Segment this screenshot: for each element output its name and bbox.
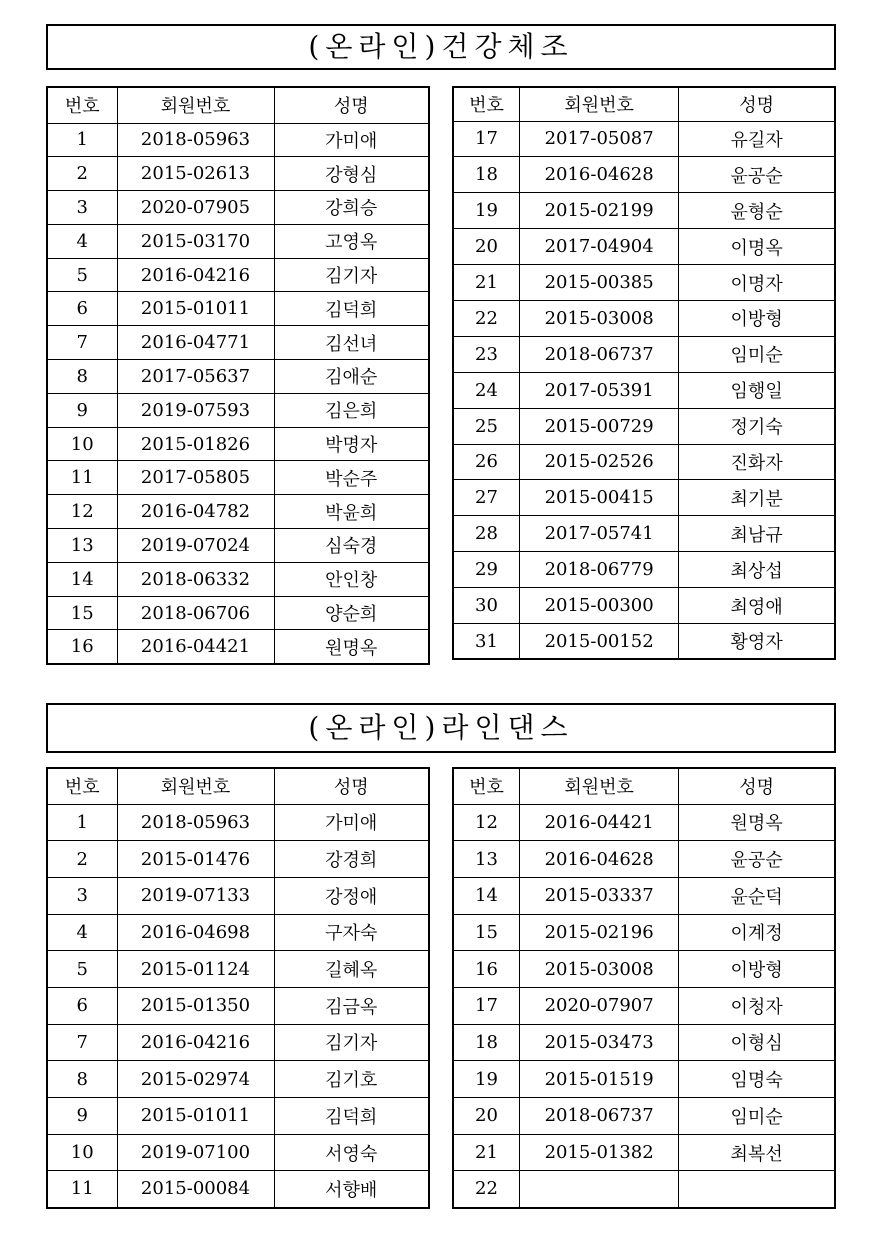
cell-member-id: 2019-07024: [117, 529, 274, 563]
cell-member-id: [520, 1171, 679, 1208]
cell-name: 서영숙: [274, 1134, 429, 1171]
cell-name: 윤공순: [679, 841, 835, 878]
cell-member-id: 2017-05087: [520, 121, 679, 157]
cell-name: 최남규: [679, 516, 835, 552]
cell-number: 25: [453, 408, 520, 444]
cell-number: 13: [453, 841, 520, 878]
cell-member-id: 2015-01011: [117, 292, 274, 326]
cell-number: 29: [453, 552, 520, 588]
cell-name: 김기자: [274, 1024, 429, 1061]
cell-name: 김애순: [274, 360, 429, 394]
cell-name: 길혜옥: [274, 951, 429, 988]
table-row: [47, 123, 429, 157]
table-row: [47, 157, 429, 191]
table-row: [47, 951, 429, 988]
header-name: 성명: [274, 87, 429, 123]
table-row: [47, 596, 429, 630]
table-header-row: [47, 768, 429, 804]
cell-member-id: 2015-00152: [520, 623, 679, 659]
cell-member-id: 2020-07907: [520, 987, 679, 1024]
cell-number: 11: [47, 1171, 117, 1208]
cell-member-id: 2015-01382: [520, 1134, 679, 1171]
cell-number: 1: [47, 123, 117, 157]
member-table-dance-left: [46, 767, 430, 1209]
table-row: [453, 372, 835, 408]
cell-member-id: 2017-05391: [520, 372, 679, 408]
cell-member-id: 2015-02613: [117, 157, 274, 191]
cell-number: 7: [47, 326, 117, 360]
cell-name: 원명옥: [679, 804, 835, 841]
header-name: 성명: [274, 768, 429, 804]
cell-number: 2: [47, 157, 117, 191]
table-row: [453, 265, 835, 301]
cell-name: 유길자: [679, 121, 835, 157]
table-row: [453, 623, 835, 659]
cell-member-id: 2015-01124: [117, 951, 274, 988]
cell-member-id: 2019-07593: [117, 393, 274, 427]
cell-name: 이방형: [679, 951, 835, 988]
cell-member-id: 2015-00415: [520, 480, 679, 516]
table-row: [453, 552, 835, 588]
table-row: [47, 841, 429, 878]
cell-name: 김선녀: [274, 326, 429, 360]
table-row: [47, 427, 429, 461]
table-row: [453, 157, 835, 193]
table-row: [453, 1134, 835, 1171]
cell-name: 가미애: [274, 804, 429, 841]
cell-member-id: 2017-05741: [520, 516, 679, 552]
table-row: [47, 495, 429, 529]
cell-member-id: 2017-05805: [117, 461, 274, 495]
table-row: [47, 326, 429, 360]
cell-name: 김기호: [274, 1061, 429, 1098]
table-row: [47, 292, 429, 326]
cell-member-id: 2015-01350: [117, 987, 274, 1024]
cell-member-id: 2015-00729: [520, 408, 679, 444]
cell-number: 2: [47, 841, 117, 878]
table-header-row: [453, 87, 835, 121]
cell-name: 안인창: [274, 562, 429, 596]
cell-number: 8: [47, 1061, 117, 1098]
cell-number: 6: [47, 987, 117, 1024]
table-row: [453, 841, 835, 878]
cell-number: 5: [47, 951, 117, 988]
cell-member-id: 2015-00385: [520, 265, 679, 301]
cell-name: 임행일: [679, 372, 835, 408]
cell-number: 1: [47, 804, 117, 841]
table-row: [453, 987, 835, 1024]
table-header-row: [453, 768, 835, 804]
cell-number: 7: [47, 1024, 117, 1061]
cell-member-id: 2018-06737: [520, 1098, 679, 1135]
cell-name: 진화자: [679, 444, 835, 480]
cell-name: 최복선: [679, 1134, 835, 1171]
cell-name: 강희승: [274, 191, 429, 225]
cell-number: 12: [453, 804, 520, 841]
table-row: [47, 224, 429, 258]
cell-number: 23: [453, 336, 520, 372]
table-row: [47, 804, 429, 841]
cell-number: 4: [47, 224, 117, 258]
cell-number: 15: [47, 596, 117, 630]
cell-member-id: 2018-05963: [117, 804, 274, 841]
cell-name: 김기자: [274, 258, 429, 292]
header-name: 성명: [679, 768, 835, 804]
header-number: 번호: [47, 768, 117, 804]
cell-name: 정기숙: [679, 408, 835, 444]
cell-number: 8: [47, 360, 117, 394]
cell-name: 가미애: [274, 123, 429, 157]
cell-number: 28: [453, 516, 520, 552]
table-header-row: [47, 87, 429, 123]
cell-number: 26: [453, 444, 520, 480]
table-row: [47, 258, 429, 292]
cell-name: 박윤희: [274, 495, 429, 529]
table-row: [453, 229, 835, 265]
cell-name: 최영애: [679, 588, 835, 624]
table-row: [453, 121, 835, 157]
header-name: 성명: [679, 87, 835, 121]
table-row: [453, 588, 835, 624]
cell-number: 19: [453, 1061, 520, 1098]
table-row: [453, 444, 835, 480]
cell-name: 이형심: [679, 1024, 835, 1061]
cell-name: 이명옥: [679, 229, 835, 265]
cell-member-id: 2016-04771: [117, 326, 274, 360]
cell-name: 윤공순: [679, 157, 835, 193]
cell-name: [679, 1171, 835, 1208]
cell-number: 14: [453, 877, 520, 914]
cell-member-id: 2015-03337: [520, 877, 679, 914]
cell-member-id: 2018-06332: [117, 562, 274, 596]
table-row: [47, 630, 429, 664]
cell-name: 김은희: [274, 393, 429, 427]
cell-member-id: 2015-01519: [520, 1061, 679, 1098]
cell-name: 이계정: [679, 914, 835, 951]
cell-number: 21: [453, 1134, 520, 1171]
cell-name: 박순주: [274, 461, 429, 495]
cell-number: 6: [47, 292, 117, 326]
cell-member-id: 2016-04628: [520, 841, 679, 878]
cell-member-id: 2016-04421: [520, 804, 679, 841]
cell-name: 고영옥: [274, 224, 429, 258]
cell-number: 24: [453, 372, 520, 408]
table-row: [47, 1134, 429, 1171]
cell-number: 22: [453, 300, 520, 336]
cell-number: 13: [47, 529, 117, 563]
header-number: 번호: [453, 87, 520, 121]
member-table-health-right: [452, 86, 836, 660]
cell-name: 원명옥: [274, 630, 429, 664]
cell-name: 강정애: [274, 877, 429, 914]
cell-member-id: 2018-06779: [520, 552, 679, 588]
cell-member-id: 2015-02974: [117, 1061, 274, 1098]
cell-name: 최기분: [679, 480, 835, 516]
cell-number: 18: [453, 157, 520, 193]
cell-member-id: 2017-04904: [520, 229, 679, 265]
cell-name: 이방형: [679, 300, 835, 336]
cell-number: 31: [453, 623, 520, 659]
cell-name: 이명자: [679, 265, 835, 301]
cell-number: 15: [453, 914, 520, 951]
header-number: 번호: [453, 768, 520, 804]
cell-number: 16: [453, 951, 520, 988]
cell-member-id: 2020-07905: [117, 191, 274, 225]
cell-member-id: 2019-07100: [117, 1134, 274, 1171]
header-member-id: 회원번호: [117, 87, 274, 123]
header-number: 번호: [47, 87, 117, 123]
cell-member-id: 2015-03008: [520, 951, 679, 988]
cell-number: 19: [453, 193, 520, 229]
table-row: [453, 480, 835, 516]
table-row: [47, 1171, 429, 1208]
cell-name: 서향배: [274, 1171, 429, 1208]
cell-member-id: 2015-00084: [117, 1171, 274, 1208]
cell-number: 21: [453, 265, 520, 301]
table-row: [453, 1098, 835, 1135]
cell-member-id: 2018-06706: [117, 596, 274, 630]
cell-name: 김금옥: [274, 987, 429, 1024]
table-row: [47, 1024, 429, 1061]
table-row: [47, 393, 429, 427]
cell-member-id: 2016-04216: [117, 1024, 274, 1061]
cell-number: 17: [453, 987, 520, 1024]
cell-member-id: 2015-00300: [520, 588, 679, 624]
cell-name: 박명자: [274, 427, 429, 461]
cell-member-id: 2016-04216: [117, 258, 274, 292]
table-row: [47, 1098, 429, 1135]
table-row: [47, 877, 429, 914]
cell-name: 임명숙: [679, 1061, 835, 1098]
cell-number: 3: [47, 877, 117, 914]
table-row: [453, 408, 835, 444]
table-row: [453, 1061, 835, 1098]
cell-number: 22: [453, 1171, 520, 1208]
table-row: [47, 360, 429, 394]
cell-member-id: 2016-04698: [117, 914, 274, 951]
cell-number: 9: [47, 393, 117, 427]
header-member-id: 회원번호: [520, 768, 679, 804]
table-row: [453, 516, 835, 552]
cell-member-id: 2015-01826: [117, 427, 274, 461]
cell-member-id: 2015-01476: [117, 841, 274, 878]
cell-number: 20: [453, 229, 520, 265]
cell-name: 강형심: [274, 157, 429, 191]
cell-name: 심숙경: [274, 529, 429, 563]
cell-member-id: 2015-03473: [520, 1024, 679, 1061]
cell-number: 27: [453, 480, 520, 516]
table-row: [47, 1061, 429, 1098]
table-row: [453, 193, 835, 229]
cell-member-id: 2015-03170: [117, 224, 274, 258]
cell-member-id: 2018-05963: [117, 123, 274, 157]
cell-member-id: 2015-02199: [520, 193, 679, 229]
header-member-id: 회원번호: [520, 87, 679, 121]
cell-member-id: 2015-03008: [520, 300, 679, 336]
cell-name: 윤형순: [679, 193, 835, 229]
cell-number: 30: [453, 588, 520, 624]
cell-name: 최상섭: [679, 552, 835, 588]
cell-name: 임미순: [679, 1098, 835, 1135]
cell-member-id: 2019-07133: [117, 877, 274, 914]
cell-number: 10: [47, 427, 117, 461]
member-table-dance-right: [452, 767, 836, 1209]
cell-number: 17: [453, 121, 520, 157]
table-row: [47, 987, 429, 1024]
member-table-health-left: [46, 86, 430, 665]
cell-name: 윤순덕: [679, 877, 835, 914]
cell-name: 김덕희: [274, 1098, 429, 1135]
table-row: [453, 877, 835, 914]
cell-name: 김덕희: [274, 292, 429, 326]
table-row: [453, 951, 835, 988]
table-row: [47, 562, 429, 596]
table-row: [453, 804, 835, 841]
cell-number: 4: [47, 914, 117, 951]
cell-number: 3: [47, 191, 117, 225]
table-row: [47, 191, 429, 225]
table-row: [453, 1024, 835, 1061]
cell-name: 강경희: [274, 841, 429, 878]
cell-name: 황영자: [679, 623, 835, 659]
cell-number: 9: [47, 1098, 117, 1135]
cell-member-id: 2015-01011: [117, 1098, 274, 1135]
table-row: [47, 914, 429, 951]
table-row: [453, 300, 835, 336]
cell-name: 임미순: [679, 336, 835, 372]
section-title-line-dance: (온라인)라인댄스: [46, 703, 836, 753]
cell-member-id: 2016-04421: [117, 630, 274, 664]
cell-number: 12: [47, 495, 117, 529]
cell-name: 양순희: [274, 596, 429, 630]
cell-number: 5: [47, 258, 117, 292]
cell-name: 이청자: [679, 987, 835, 1024]
cell-member-id: 2016-04782: [117, 495, 274, 529]
cell-member-id: 2018-06737: [520, 336, 679, 372]
cell-number: 11: [47, 461, 117, 495]
header-member-id: 회원번호: [117, 768, 274, 804]
table-row: [47, 461, 429, 495]
section-title-health-exercise: (온라인)건강체조: [46, 24, 836, 70]
table-row: [453, 1171, 835, 1208]
cell-number: 14: [47, 562, 117, 596]
cell-name: 구자숙: [274, 914, 429, 951]
table-row: [47, 529, 429, 563]
cell-member-id: 2015-02196: [520, 914, 679, 951]
table-row: [453, 914, 835, 951]
cell-number: 18: [453, 1024, 520, 1061]
cell-member-id: 2015-02526: [520, 444, 679, 480]
cell-member-id: 2017-05637: [117, 360, 274, 394]
cell-number: 16: [47, 630, 117, 664]
cell-number: 20: [453, 1098, 520, 1135]
cell-number: 10: [47, 1134, 117, 1171]
cell-member-id: 2016-04628: [520, 157, 679, 193]
table-row: [453, 336, 835, 372]
